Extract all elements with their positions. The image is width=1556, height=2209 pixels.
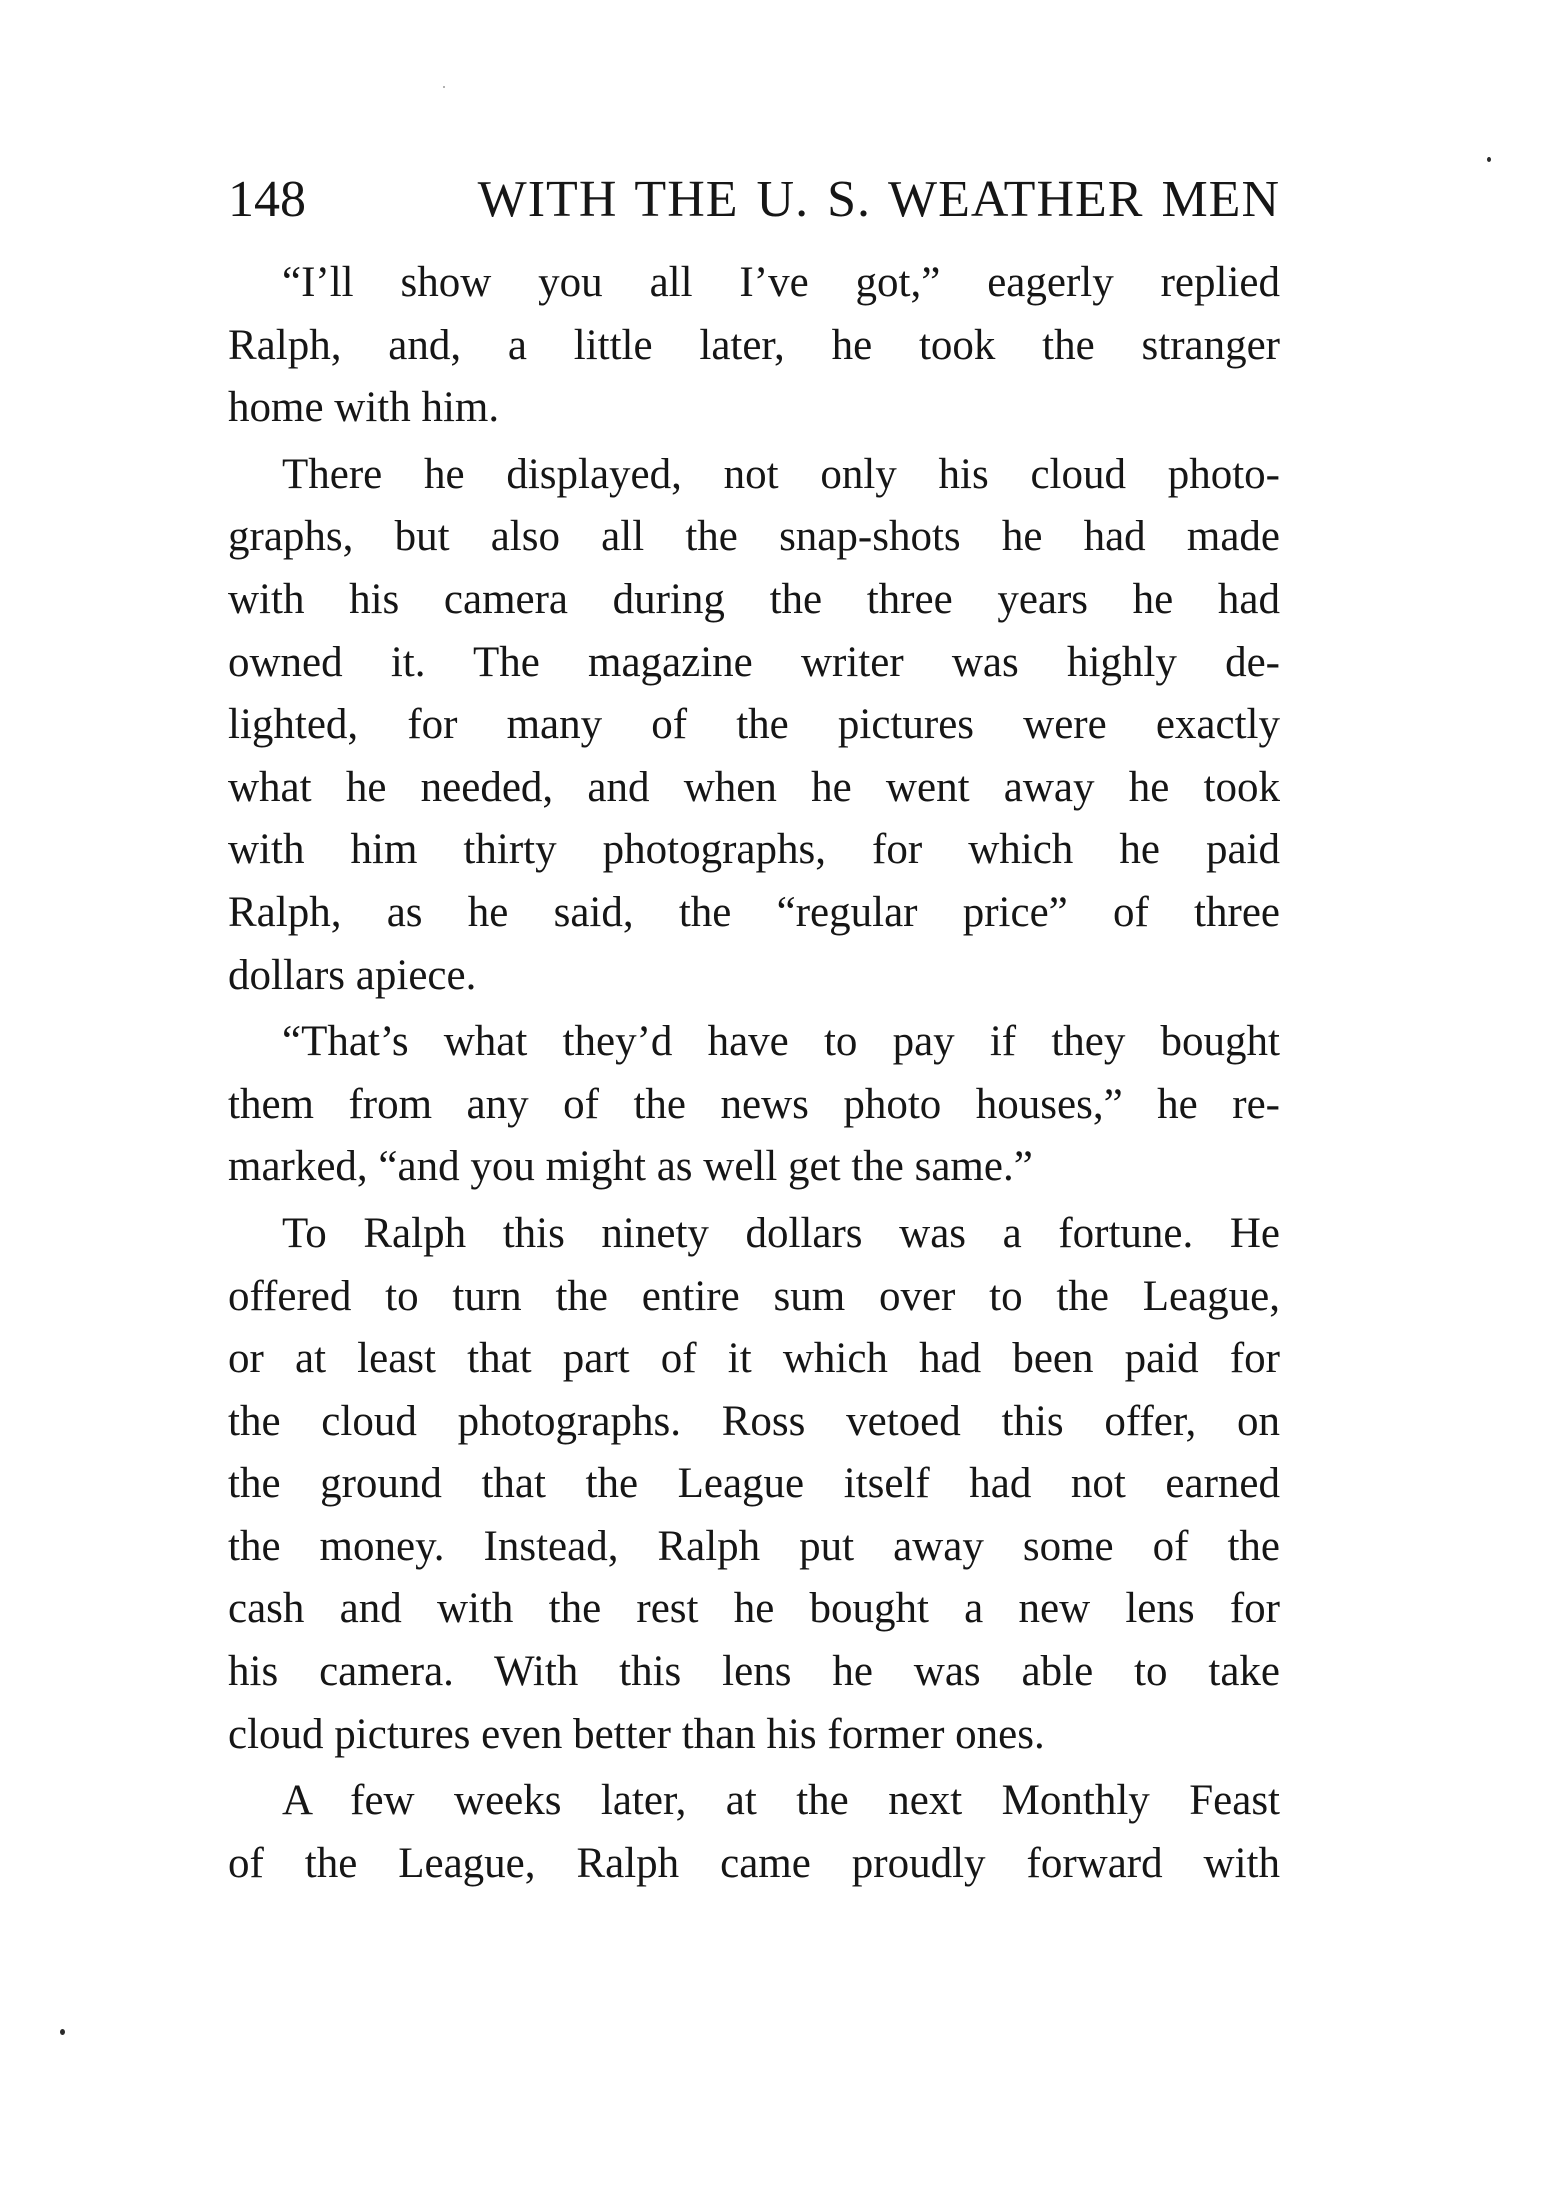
text-line: There he displayed, not only his cloud photo-: [282, 450, 1280, 498]
running-head: [228, 164, 1280, 236]
text-line: them from any of the news photo houses,” he re-: [228, 1080, 1280, 1128]
text-line: his camera. With this lens he was able to take: [228, 1648, 1280, 1696]
scan-speck: [443, 86, 445, 88]
text-line: lighted, for many of the pictures were exactly: [228, 701, 1280, 749]
text-line: with him thirty photographs, for which he paid: [228, 826, 1280, 874]
text-line: “I’ll show you all I’ve got,” eagerly replied: [282, 259, 1280, 306]
scan-speck: [1487, 157, 1491, 162]
text-line: of the League, Ralph came proudly forward with: [228, 1839, 1280, 1887]
text-line: Ralph, and, a little later, he took the stranger: [228, 321, 1280, 369]
text-line: cloud pictures even better than his former ones.: [228, 1710, 1045, 1758]
text-line: To Ralph this ninety dollars was a fortune. He: [282, 1209, 1280, 1257]
text-line: or at least that part of it which had been paid for: [228, 1335, 1280, 1383]
text-line: owned it. The magazine writer was highly de-: [228, 638, 1280, 686]
paragraph: [228, 444, 1280, 1007]
running-title: WITH THE U. S. WEATHER MEN: [477, 171, 1280, 228]
page-number: 148: [228, 171, 306, 228]
text-line: Ralph, as he said, the “regular price” of three: [228, 888, 1280, 936]
text-line: with his camera during the three years he had: [228, 575, 1280, 623]
text-line: dollars apiece.: [228, 951, 477, 999]
text-line: A few weeks later, at the next Monthly Feast: [282, 1777, 1280, 1825]
paragraph: [228, 1770, 1280, 1895]
body-text: [228, 252, 1280, 1895]
text-line: cash and with the rest he bought a new lens for: [228, 1585, 1280, 1633]
text-line: “That’s what they’d have to pay if they bought: [282, 1018, 1280, 1066]
text-line: the ground that the League itself had not earned: [228, 1460, 1280, 1508]
text-line: the cloud photographs. Ross vetoed this offer, on: [228, 1397, 1280, 1445]
text-line: what he needed, and when he went away he took: [228, 763, 1280, 811]
text-line: offered to turn the entire sum over to the League,: [228, 1272, 1280, 1320]
paragraph: [228, 1011, 1280, 1199]
text-line: marked, “and you might as well get the same.”: [228, 1143, 1033, 1191]
text-line: graphs, but also all the snap-shots he had made: [228, 513, 1280, 561]
text-line: the money. Instead, Ralph put away some of the: [228, 1522, 1280, 1570]
paragraph: [228, 1203, 1280, 1766]
paragraph: [228, 252, 1280, 440]
scan-speck: [60, 2029, 65, 2035]
text-line: home with him.: [228, 384, 500, 432]
